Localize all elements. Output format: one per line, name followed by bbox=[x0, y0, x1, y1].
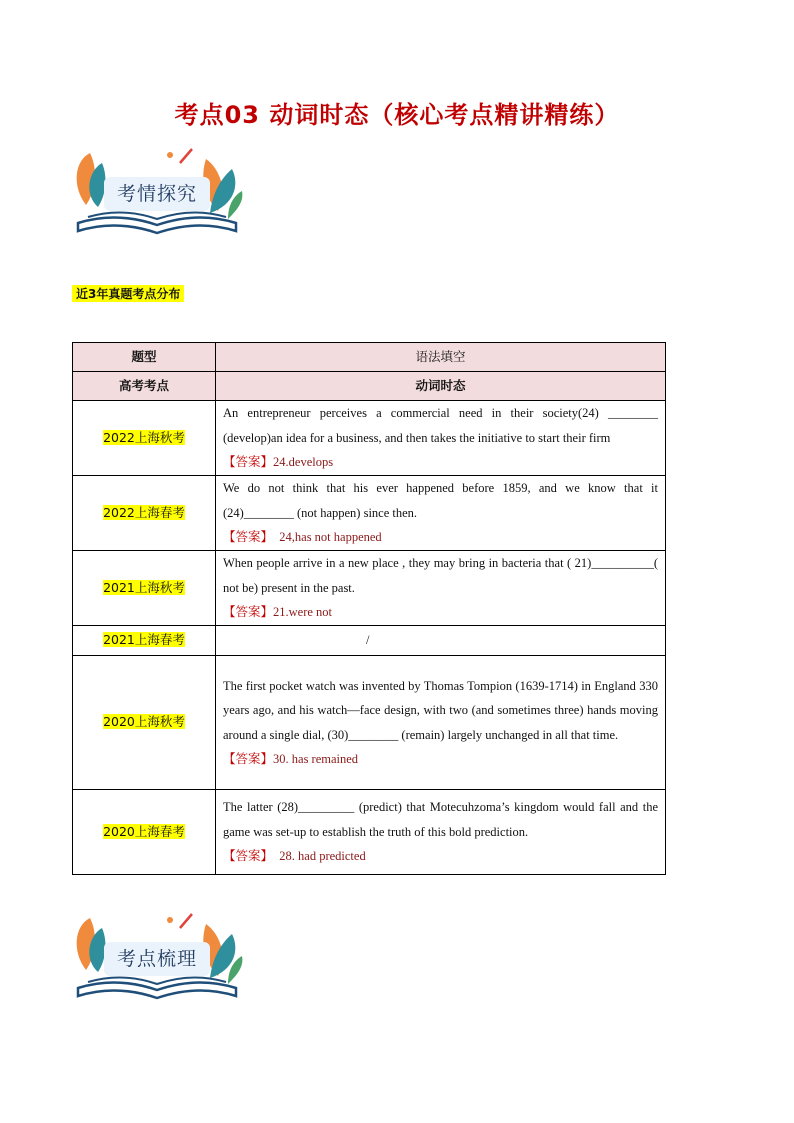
question-cell bbox=[216, 790, 666, 875]
exam-cell: 2021上海春考 bbox=[73, 626, 216, 656]
table-row bbox=[73, 656, 666, 790]
question-text: / bbox=[366, 633, 370, 648]
badge-kaoqing bbox=[68, 147, 246, 243]
exam-cell: 2022上海秋考 bbox=[73, 401, 216, 476]
question-cell bbox=[216, 476, 666, 551]
badge-kaodian bbox=[68, 912, 246, 1008]
question-text: We do not think that his ever happened before 1859, and we know that it (24)________ (not happen) since then. bbox=[223, 481, 658, 520]
table-row bbox=[73, 790, 666, 875]
section-heading: 近3年真题考点分布 bbox=[72, 285, 184, 302]
page-title: 考点03 动词时态（核心考点精讲精练） bbox=[174, 101, 620, 129]
exam-distribution-table bbox=[72, 342, 666, 875]
exam-cell: 2020上海春考 bbox=[73, 790, 216, 875]
table-header-row bbox=[73, 343, 666, 372]
table-row bbox=[73, 551, 666, 626]
question-text: The first pocket watch was invented by Thomas Tompion (1639-1714) in England 330 years ago, and his watch—face design, with two (and sometimes three) hands moving around a single dial, (30)________ (remain) largely unchanged in all that time. bbox=[223, 678, 658, 742]
answer-line: 【答案】 28. had predicted bbox=[223, 848, 366, 864]
badge-label: 考情探究 bbox=[104, 177, 210, 211]
question-cell bbox=[216, 626, 666, 656]
header-cell: 语法填空 bbox=[216, 343, 666, 372]
exam-cell: 2021上海秋考 bbox=[73, 551, 216, 626]
answer-line: 【答案】21.were not bbox=[223, 604, 333, 620]
answer-line: 【答案】30. has remained bbox=[223, 751, 359, 766]
question-cell bbox=[216, 551, 666, 626]
table-header-row bbox=[73, 372, 666, 401]
table-row bbox=[73, 476, 666, 551]
question-text: An entrepreneur perceives a commercial need in their society(24) ________ (develop)an idea for a business, and then takes the initiative to start their firm bbox=[223, 406, 658, 445]
question-text: When people arrive in a new place , they may bring in bacteria that ( 21)__________( not be) present in the past. bbox=[223, 556, 658, 595]
table-row bbox=[73, 401, 666, 476]
exam-cell: 2022上海春考 bbox=[73, 476, 216, 551]
badge-label: 考点梳理 bbox=[104, 942, 210, 976]
answer-line: 【答案】24.develops bbox=[223, 454, 334, 470]
answer-line: 【答案】 24,has not happened bbox=[223, 529, 382, 545]
question-text: The latter (28)_________ (predict) that Motecuhzoma’s kingdom would fall and the game was set-up to establish the truth of this bold prediction. bbox=[223, 800, 658, 839]
header-cell: 动词时态 bbox=[216, 372, 666, 401]
table-row bbox=[73, 626, 666, 656]
question-cell bbox=[216, 401, 666, 476]
question-cell bbox=[216, 656, 666, 790]
header-cell: 题型 bbox=[73, 343, 216, 372]
header-cell: 高考考点 bbox=[73, 372, 216, 401]
exam-cell: 2020上海秋考 bbox=[73, 656, 216, 790]
